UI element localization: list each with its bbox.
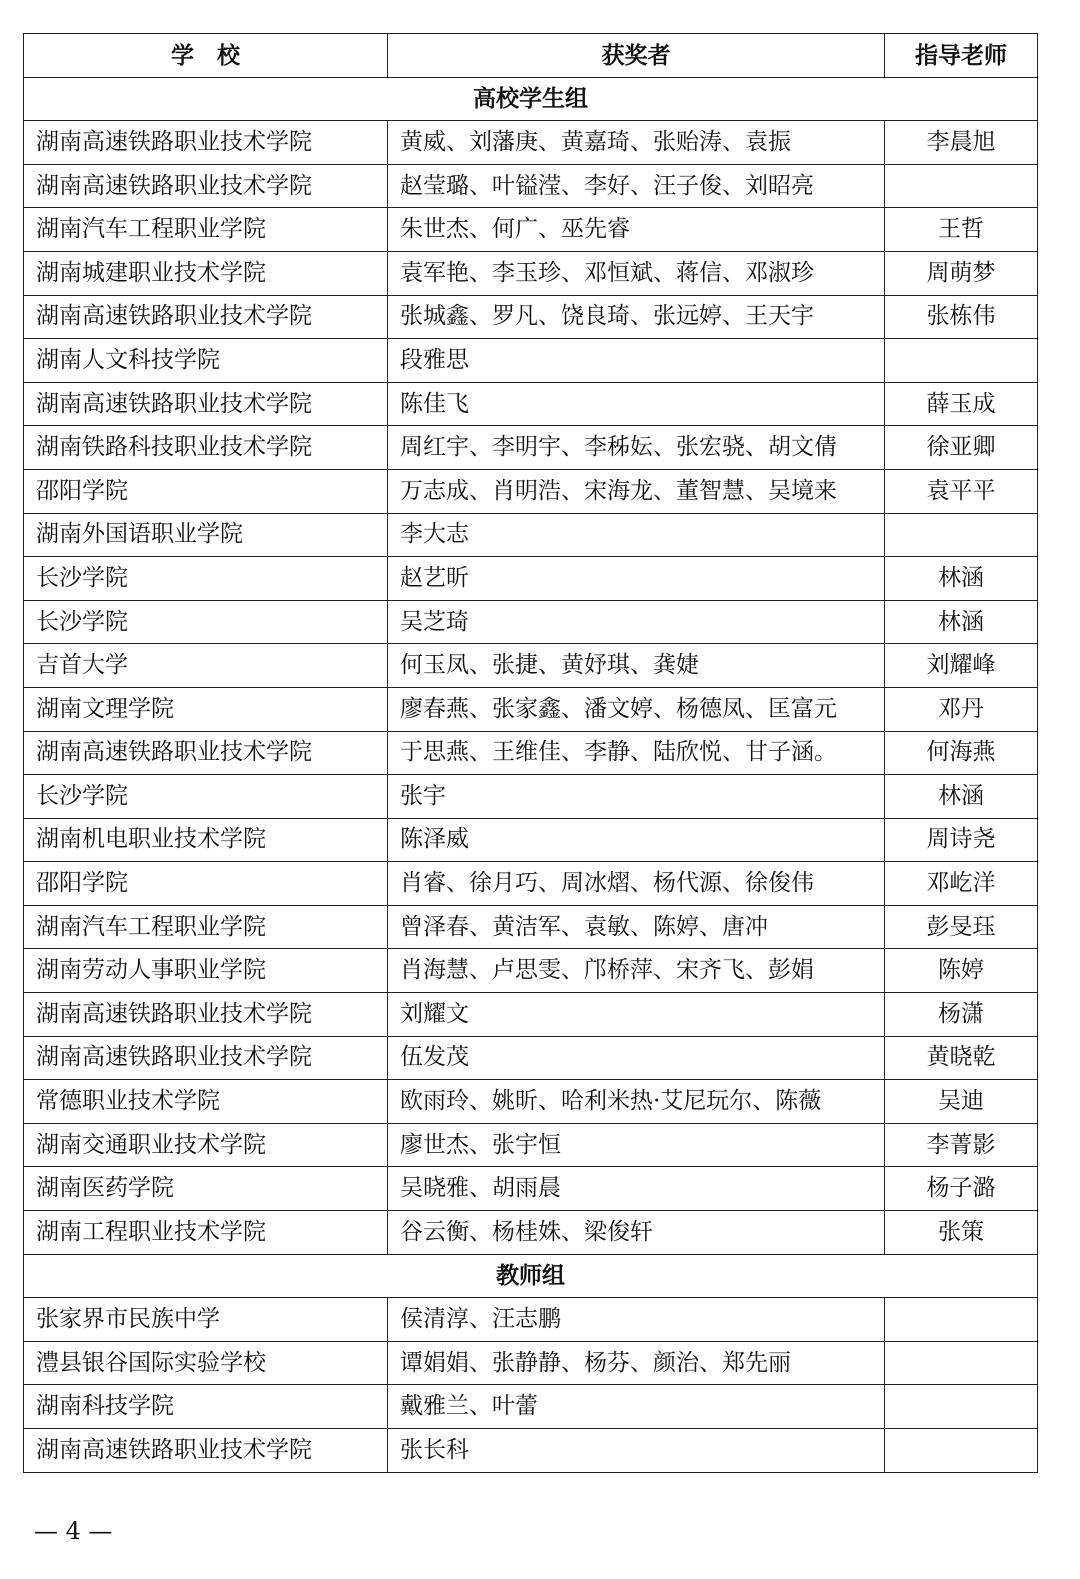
school-cell: 邵阳学院 <box>24 469 388 513</box>
table-row <box>24 818 1038 862</box>
school-cell: 湖南铁路科技职业技术学院 <box>24 426 388 470</box>
winners-cell: 吴芝琦 <box>388 600 885 644</box>
winners-cell: 陈泽威 <box>388 818 885 862</box>
winners-cell: 张宇 <box>388 775 885 819</box>
teacher-cell: 张栋伟 <box>885 295 1038 339</box>
school-cell: 湖南劳动人事职业学院 <box>24 949 388 993</box>
table-row <box>24 731 1038 775</box>
header-winners: 获奖者 <box>388 34 885 78</box>
table-row <box>24 1385 1038 1429</box>
teacher-cell <box>885 1385 1038 1429</box>
table-row <box>24 339 1038 383</box>
teacher-cell: 袁平平 <box>885 469 1038 513</box>
school-cell: 湖南文理学院 <box>24 687 388 731</box>
teacher-cell: 邓屹洋 <box>885 862 1038 906</box>
table-row <box>24 513 1038 557</box>
winners-cell: 廖世杰、张宇恒 <box>388 1123 885 1167</box>
winners-cell: 黄威、刘藩庚、黄嘉琦、张贻涛、袁振 <box>388 121 885 165</box>
teacher-cell: 李晨旭 <box>885 121 1038 165</box>
school-cell: 湖南城建职业技术学院 <box>24 251 388 295</box>
group-title: 教师组 <box>24 1254 1038 1298</box>
teacher-cell <box>885 1429 1038 1473</box>
teacher-cell: 张策 <box>885 1211 1038 1255</box>
school-cell: 湖南医药学院 <box>24 1167 388 1211</box>
winners-cell: 肖海慧、卢思雯、邝桥萍、宋齐飞、彭娟 <box>388 949 885 993</box>
page-number: — 4 — <box>34 1517 113 1545</box>
winners-cell: 周红宇、李明宇、李秭妘、张宏骁、胡文倩 <box>388 426 885 470</box>
winners-cell: 刘耀文 <box>388 993 885 1037</box>
table-row <box>24 1298 1038 1342</box>
teacher-cell: 王哲 <box>885 208 1038 252</box>
table-row <box>24 949 1038 993</box>
winners-cell: 伍发茂 <box>388 1036 885 1080</box>
school-cell: 湖南高速铁路职业技术学院 <box>24 164 388 208</box>
group-title: 高校学生组 <box>24 77 1038 121</box>
table-row <box>24 687 1038 731</box>
table-row <box>24 1123 1038 1167</box>
teacher-cell: 周萌梦 <box>885 251 1038 295</box>
school-cell: 湖南人文科技学院 <box>24 339 388 383</box>
teacher-cell: 杨子潞 <box>885 1167 1038 1211</box>
winners-cell: 曾泽春、黄洁军、袁敏、陈婷、唐冲 <box>388 905 885 949</box>
winners-cell: 段雅思 <box>388 339 885 383</box>
winners-cell: 李大志 <box>388 513 885 557</box>
winners-cell: 张长科 <box>388 1429 885 1473</box>
winners-cell: 于思燕、王维佳、李静、陆欣悦、甘子涵。 <box>388 731 885 775</box>
winners-cell: 谷云衡、杨桂姝、梁俊轩 <box>388 1211 885 1255</box>
teacher-cell <box>885 513 1038 557</box>
table-row <box>24 775 1038 819</box>
winners-cell: 万志成、肖明浩、宋海龙、董智慧、吴境来 <box>388 469 885 513</box>
table-row <box>24 1429 1038 1473</box>
school-cell: 湖南工程职业技术学院 <box>24 1211 388 1255</box>
winners-cell: 袁军艳、李玉珍、邓恒斌、蒋信、邓淑珍 <box>388 251 885 295</box>
header-teacher: 指导老师 <box>885 34 1038 78</box>
school-cell: 湖南高速铁路职业技术学院 <box>24 121 388 165</box>
winners-cell: 朱世杰、何广、巫先睿 <box>388 208 885 252</box>
winners-cell: 吴晓雅、胡雨晨 <box>388 1167 885 1211</box>
awards-table <box>23 33 1038 1473</box>
table-row <box>24 251 1038 295</box>
header-row <box>24 34 1038 78</box>
winners-cell: 张城鑫、罗凡、饶良琦、张远婷、王天宇 <box>388 295 885 339</box>
teacher-cell <box>885 164 1038 208</box>
school-cell: 吉首大学 <box>24 644 388 688</box>
table-row <box>24 164 1038 208</box>
winners-cell: 肖睿、徐月巧、周冰熠、杨代源、徐俊伟 <box>388 862 885 906</box>
table-row <box>24 644 1038 688</box>
school-cell: 湖南交通职业技术学院 <box>24 1123 388 1167</box>
table-row <box>24 905 1038 949</box>
group-header-row <box>24 1254 1038 1298</box>
teacher-cell: 吴迪 <box>885 1080 1038 1124</box>
group-header-row <box>24 77 1038 121</box>
teacher-cell: 杨潇 <box>885 993 1038 1037</box>
teacher-cell: 周诗尧 <box>885 818 1038 862</box>
table-row <box>24 121 1038 165</box>
school-cell: 常德职业技术学院 <box>24 1080 388 1124</box>
teacher-cell: 徐亚卿 <box>885 426 1038 470</box>
teacher-cell: 林涵 <box>885 600 1038 644</box>
school-cell: 张家界市民族中学 <box>24 1298 388 1342</box>
winners-cell: 赵艺昕 <box>388 557 885 601</box>
table-row <box>24 295 1038 339</box>
table-row <box>24 1211 1038 1255</box>
table-row <box>24 426 1038 470</box>
teacher-cell: 陈婷 <box>885 949 1038 993</box>
school-cell: 湖南高速铁路职业技术学院 <box>24 382 388 426</box>
teacher-cell: 林涵 <box>885 775 1038 819</box>
school-cell: 湖南机电职业技术学院 <box>24 818 388 862</box>
teacher-cell <box>885 1298 1038 1342</box>
header-school: 学 校 <box>24 34 388 78</box>
school-cell: 湖南高速铁路职业技术学院 <box>24 1036 388 1080</box>
table-row <box>24 993 1038 1037</box>
table-row <box>24 557 1038 601</box>
teacher-cell: 林涵 <box>885 557 1038 601</box>
school-cell: 长沙学院 <box>24 775 388 819</box>
table-row <box>24 1167 1038 1211</box>
teacher-cell: 邓丹 <box>885 687 1038 731</box>
teacher-cell: 刘耀峰 <box>885 644 1038 688</box>
school-cell: 湖南高速铁路职业技术学院 <box>24 295 388 339</box>
table-row <box>24 600 1038 644</box>
school-cell: 邵阳学院 <box>24 862 388 906</box>
teacher-cell <box>885 339 1038 383</box>
table-row <box>24 382 1038 426</box>
school-cell: 长沙学院 <box>24 557 388 601</box>
table-body <box>24 77 1038 1472</box>
winners-cell: 戴雅兰、叶蕾 <box>388 1385 885 1429</box>
winners-cell: 赵莹璐、叶镒滢、李好、汪子俊、刘昭亮 <box>388 164 885 208</box>
school-cell: 澧县银谷国际实验学校 <box>24 1341 388 1385</box>
table-row <box>24 1080 1038 1124</box>
school-cell: 湖南汽车工程职业学院 <box>24 208 388 252</box>
school-cell: 长沙学院 <box>24 600 388 644</box>
winners-cell: 陈佳飞 <box>388 382 885 426</box>
teacher-cell: 薛玉成 <box>885 382 1038 426</box>
school-cell: 湖南高速铁路职业技术学院 <box>24 731 388 775</box>
school-cell: 湖南外国语职业学院 <box>24 513 388 557</box>
teacher-cell: 何海燕 <box>885 731 1038 775</box>
school-cell: 湖南科技学院 <box>24 1385 388 1429</box>
table-row <box>24 469 1038 513</box>
table-row <box>24 208 1038 252</box>
winners-cell: 谭娟娟、张静静、杨芬、颜治、郑先丽 <box>388 1341 885 1385</box>
winners-cell: 廖春燕、张家鑫、潘文婷、杨德凤、匡富元 <box>388 687 885 731</box>
school-cell: 湖南高速铁路职业技术学院 <box>24 1429 388 1473</box>
winners-cell: 欧雨玲、姚昕、哈利米热·艾尼玩尔、陈薇 <box>388 1080 885 1124</box>
table-row <box>24 1341 1038 1385</box>
school-cell: 湖南高速铁路职业技术学院 <box>24 993 388 1037</box>
teacher-cell <box>885 1341 1038 1385</box>
winners-cell: 侯清淳、汪志鹏 <box>388 1298 885 1342</box>
teacher-cell: 彭旻珏 <box>885 905 1038 949</box>
table-row <box>24 1036 1038 1080</box>
winners-cell: 何玉凤、张捷、黄妤琪、龚婕 <box>388 644 885 688</box>
teacher-cell: 李菁影 <box>885 1123 1038 1167</box>
table-row <box>24 862 1038 906</box>
teacher-cell: 黄晓乾 <box>885 1036 1038 1080</box>
school-cell: 湖南汽车工程职业学院 <box>24 905 388 949</box>
